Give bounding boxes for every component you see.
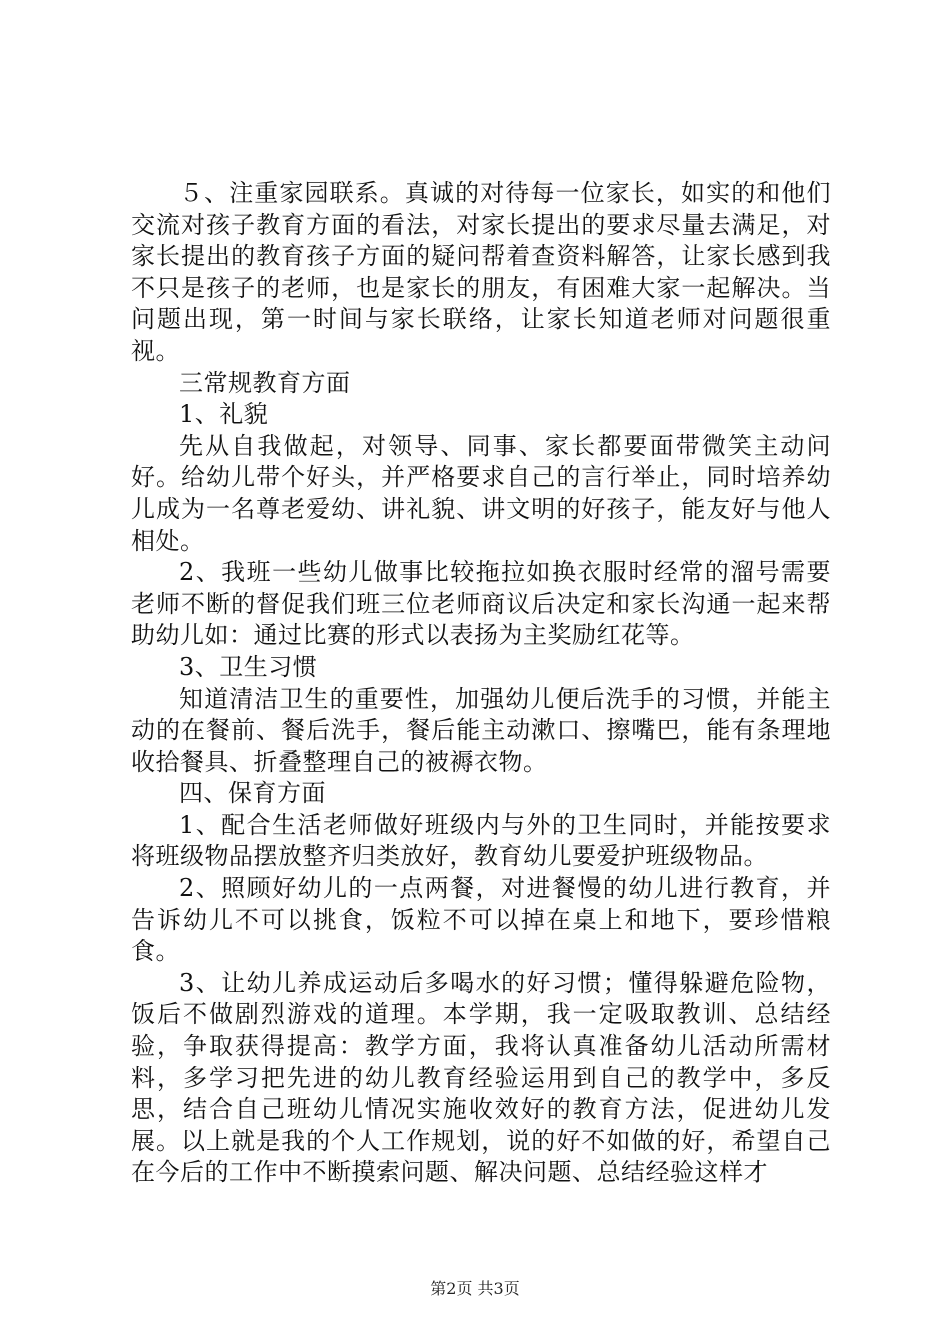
page-number-footer: 第2页 共3页 — [430, 1279, 520, 1298]
paragraph-drinking-water-and-summary: 3、让幼儿养成运动后多喝水的好习惯；懂得躲避危险物，饭后不做剧烈游戏的道理。本学期，我一定吸取教训、总结经验，争取获得提高：教学方面，我将认真准备幼儿活动所需材料，多学习把先进的幼儿教育经验运用到自己的教学中，多反思，结合自己班幼儿情况实施收效好的教育方法，促进幼儿发展。以上就是我的个人工作规划，说的好不如做的好，希望自己在今后的工作中不断摸索问题、解决问题、总结经验这样才 — [131, 968, 831, 1187]
paragraph-manners: 先从自我做起，对领导、同事、家长都要面带微笑主动问好。给幼儿带个好头，并严格要求自己的言行举止，同时培养幼儿成为一名尊老爱幼、讲礼貌、讲文明的好孩子，能友好与他人相处。 — [131, 431, 831, 555]
section-heading-routine-education: 三常规教育方面 — [179, 368, 351, 397]
paragraph-dawdling: 2、我班一些幼儿做事比较拖拉如换衣服时经常的溜号需要老师不断的督促我们班三位老师商议后决定和家长沟通一起来帮助幼儿如：通过比赛的形式以表扬为主奖励红花等。 — [131, 558, 831, 650]
subheading-hygiene-habits: 3、卫生习惯 — [179, 652, 318, 681]
subheading-manners: 1、礼貌 — [179, 400, 269, 429]
document-body — [131, 178, 831, 1189]
paragraph-class-cleaning: 1、配合生活老师做好班级内与外的卫生同时，并能按要求将班级物品摆放整齐归类放好，教育幼儿要爱护班级物品。 — [131, 810, 831, 871]
paragraph-home-school-contact: ５、注重家园联系。真诚的对待每一位家长，如实的和他们交流对孩子教育方面的看法，对家长提出的要求尽量去满足，对家长提出的教育孩子方面的疑问帮着查资料解答，让家长感到我不只是孩子的老师，也是家长的朋友，有困难大家一起解决。当问题出现，第一时间与家长联络，让家长知道老师对问题很重视。 — [131, 179, 831, 365]
paragraph-meals: 2、照顾好幼儿的一点两餐，对进餐慢的幼儿进行教育，并告诉幼儿不可以挑食，饭粒不可以掉在桌上和地下，要珍惜粮食。 — [131, 874, 831, 966]
section-heading-childcare: 四、保育方面 — [179, 779, 326, 808]
paragraph-hygiene: 知道清洁卫生的重要性，加强幼儿便后洗手的习惯，并能主动的在餐前、餐后洗手，餐后能主动漱口、擦嘴巴，能有条理地收拾餐具、折叠整理自己的被褥衣物。 — [131, 684, 831, 776]
